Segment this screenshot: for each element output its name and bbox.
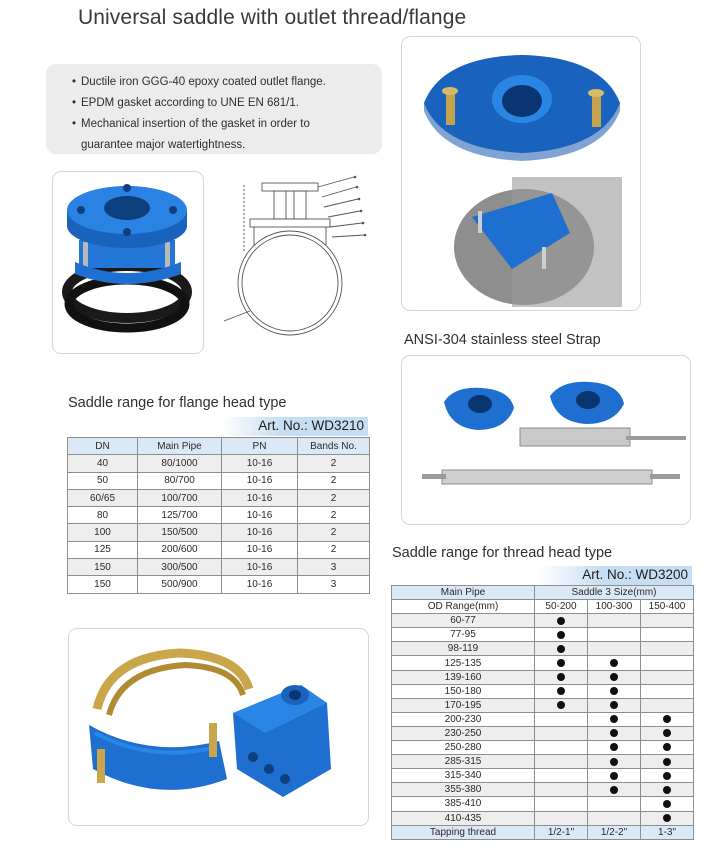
table-cell: 80/700 <box>138 472 222 489</box>
technical-drawing <box>214 171 374 346</box>
table-cell: 2 <box>298 489 370 506</box>
column-header: Main Pipe <box>392 586 535 600</box>
fit-dot <box>610 786 618 794</box>
od-range-cell: 355-380 <box>392 783 535 797</box>
fit-dot <box>663 758 671 766</box>
fit-dot <box>610 687 618 695</box>
fit-cell <box>535 698 588 712</box>
od-range-cell: 315-340 <box>392 769 535 783</box>
table-cell: 2 <box>298 507 370 524</box>
feature-list <box>46 64 382 154</box>
od-range-cell: 139-160 <box>392 670 535 684</box>
fit-cell <box>588 811 641 825</box>
fit-dot <box>557 645 565 653</box>
fit-dot <box>557 687 565 695</box>
table-cell: 2 <box>298 524 370 541</box>
fit-cell <box>641 741 694 755</box>
table-cell: 80/1000 <box>138 455 222 472</box>
od-range-cell: 98-119 <box>392 642 535 656</box>
column-header: Bands No. <box>298 438 370 455</box>
table-cell: 50 <box>68 472 138 489</box>
fit-cell <box>535 726 588 740</box>
table-cell: 10-16 <box>222 472 298 489</box>
strap-heading: ANSI-304 stainless steel Strap <box>404 332 601 348</box>
table-row <box>392 769 694 783</box>
fit-cell <box>588 712 641 726</box>
fit-cell <box>535 628 588 642</box>
fit-cell <box>588 684 641 698</box>
flange-heading: Saddle range for flange head type <box>68 395 287 411</box>
fit-cell <box>535 642 588 656</box>
fit-dot <box>610 729 618 737</box>
fit-dot <box>557 659 565 667</box>
table-cell: 10-16 <box>222 507 298 524</box>
od-range-cell: 250-280 <box>392 741 535 755</box>
table-cell: 40 <box>68 455 138 472</box>
column-header: PN <box>222 438 298 455</box>
fit-dot <box>663 800 671 808</box>
tapping-cell: 1/2-1" <box>535 825 588 839</box>
fit-cell <box>535 670 588 684</box>
fit-cell <box>588 642 641 656</box>
table-row <box>392 755 694 769</box>
table-row <box>68 507 370 524</box>
table-cell: 150 <box>68 559 138 576</box>
table-cell: 3 <box>298 559 370 576</box>
od-range-cell: 60-77 <box>392 614 535 628</box>
table-cell: 10-16 <box>222 489 298 506</box>
fit-cell <box>588 628 641 642</box>
fit-dot <box>663 715 671 723</box>
fit-cell <box>535 614 588 628</box>
table-cell: 10-16 <box>222 576 298 593</box>
fit-cell <box>641 755 694 769</box>
fit-cell <box>535 811 588 825</box>
flange-saddle-photo <box>52 171 204 354</box>
table-row <box>392 712 694 726</box>
table-row <box>68 576 370 593</box>
feature-item: guarantee major watertightness. <box>81 139 246 151</box>
table-cell: 10-16 <box>222 541 298 558</box>
thread-art-number: Art. No.: WD3200 <box>540 566 692 585</box>
thread-saddle-photo <box>68 628 369 826</box>
fit-cell <box>641 670 694 684</box>
table-row <box>392 656 694 670</box>
table-cell: 100 <box>68 524 138 541</box>
table-cell: 80 <box>68 507 138 524</box>
flange-range-table <box>67 437 370 594</box>
od-range-cell: 125-135 <box>392 656 535 670</box>
feature-item: • Ductile iron GGG-40 epoxy coated outlet flange. <box>72 72 382 93</box>
table-cell: 2 <box>298 541 370 558</box>
fit-cell <box>588 726 641 740</box>
column-header: OD Range(mm) <box>392 600 535 614</box>
fit-cell <box>641 811 694 825</box>
fit-cell <box>641 769 694 783</box>
fit-dot <box>610 758 618 766</box>
od-range-cell: 385-410 <box>392 797 535 811</box>
fit-cell <box>641 712 694 726</box>
table-cell: 125/700 <box>138 507 222 524</box>
tapping-cell: 1/2-2" <box>588 825 641 839</box>
fit-cell <box>641 684 694 698</box>
fit-cell <box>535 769 588 783</box>
table-cell: 300/500 <box>138 559 222 576</box>
table-row <box>68 472 370 489</box>
fit-dot <box>663 786 671 794</box>
column-header: Saddle 3 Size(mm) <box>535 586 694 600</box>
fit-dot <box>610 772 618 780</box>
fit-cell <box>535 684 588 698</box>
page-title: Universal saddle with outlet thread/flange <box>78 6 467 29</box>
table-row <box>392 726 694 740</box>
table-row <box>68 559 370 576</box>
fit-dot <box>610 701 618 709</box>
table-row <box>392 797 694 811</box>
fit-cell <box>535 741 588 755</box>
fit-dot <box>610 715 618 723</box>
strap-photo <box>401 355 691 525</box>
table-cell: 200/600 <box>138 541 222 558</box>
table-cell: 2 <box>298 472 370 489</box>
column-header: Main Pipe <box>138 438 222 455</box>
fit-cell <box>641 628 694 642</box>
fit-cell <box>535 797 588 811</box>
feature-item: • Mechanical insertion of the gasket in order to <box>72 114 382 135</box>
fit-cell <box>641 698 694 712</box>
table-row <box>392 684 694 698</box>
table-cell: 500/900 <box>138 576 222 593</box>
table-cell: 10-16 <box>222 524 298 541</box>
table-cell: 3 <box>298 576 370 593</box>
table-row <box>392 741 694 755</box>
fit-dot <box>557 701 565 709</box>
table-row <box>392 698 694 712</box>
fit-cell <box>588 797 641 811</box>
fit-cell <box>588 769 641 783</box>
od-range-cell: 150-180 <box>392 684 535 698</box>
fit-cell <box>535 712 588 726</box>
table-cell: 150/500 <box>138 524 222 541</box>
fit-dot <box>610 743 618 751</box>
table-row <box>392 811 694 825</box>
table-cell: 125 <box>68 541 138 558</box>
flange-art-number: Art. No.: WD3210 <box>222 417 368 436</box>
fit-cell <box>588 698 641 712</box>
table-cell: 150 <box>68 576 138 593</box>
table-cell: 10-16 <box>222 455 298 472</box>
fit-cell <box>588 614 641 628</box>
fit-cell <box>588 670 641 684</box>
fit-dot <box>557 673 565 681</box>
fit-cell <box>588 741 641 755</box>
column-header: 50-200 <box>535 600 588 614</box>
column-header: 100-300 <box>588 600 641 614</box>
column-header: DN <box>68 438 138 455</box>
od-range-cell: 410-435 <box>392 811 535 825</box>
od-range-cell: 77-95 <box>392 628 535 642</box>
table-row <box>392 614 694 628</box>
table-row <box>392 670 694 684</box>
fit-cell <box>641 726 694 740</box>
fit-cell <box>641 642 694 656</box>
thread-range-table <box>391 585 694 840</box>
table-cell: 10-16 <box>222 559 298 576</box>
table-row <box>68 541 370 558</box>
od-range-cell: 170-195 <box>392 698 535 712</box>
fit-cell <box>641 783 694 797</box>
table-row <box>68 524 370 541</box>
fit-dot <box>663 814 671 822</box>
fit-dot <box>610 659 618 667</box>
fit-cell <box>641 656 694 670</box>
fit-cell <box>535 783 588 797</box>
fit-dot <box>663 743 671 751</box>
table-row <box>392 628 694 642</box>
fit-cell <box>641 797 694 811</box>
tapping-label: Tapping thread <box>392 825 535 839</box>
fit-cell <box>535 755 588 769</box>
table-row <box>68 489 370 506</box>
fit-cell <box>535 656 588 670</box>
table-row <box>392 783 694 797</box>
fit-cell <box>588 656 641 670</box>
column-header: 150-400 <box>641 600 694 614</box>
table-row <box>392 642 694 656</box>
od-range-cell: 230-250 <box>392 726 535 740</box>
fit-dot <box>557 631 565 639</box>
fit-dot <box>663 729 671 737</box>
od-range-cell: 200-230 <box>392 712 535 726</box>
table-cell: 60/65 <box>68 489 138 506</box>
table-cell: 100/700 <box>138 489 222 506</box>
fit-dot <box>663 772 671 780</box>
table-cell: 2 <box>298 455 370 472</box>
fit-dot <box>610 673 618 681</box>
fit-cell <box>588 783 641 797</box>
thread-heading: Saddle range for thread head type <box>392 545 613 561</box>
feature-item: • EPDM gasket according to UNE EN 681/1. <box>72 93 382 114</box>
outlet-saddle-photo <box>401 36 641 311</box>
tapping-cell: 1-3" <box>641 825 694 839</box>
od-range-cell: 285-315 <box>392 755 535 769</box>
fit-cell <box>588 755 641 769</box>
table-row <box>68 455 370 472</box>
fit-cell <box>641 614 694 628</box>
fit-dot <box>557 617 565 625</box>
